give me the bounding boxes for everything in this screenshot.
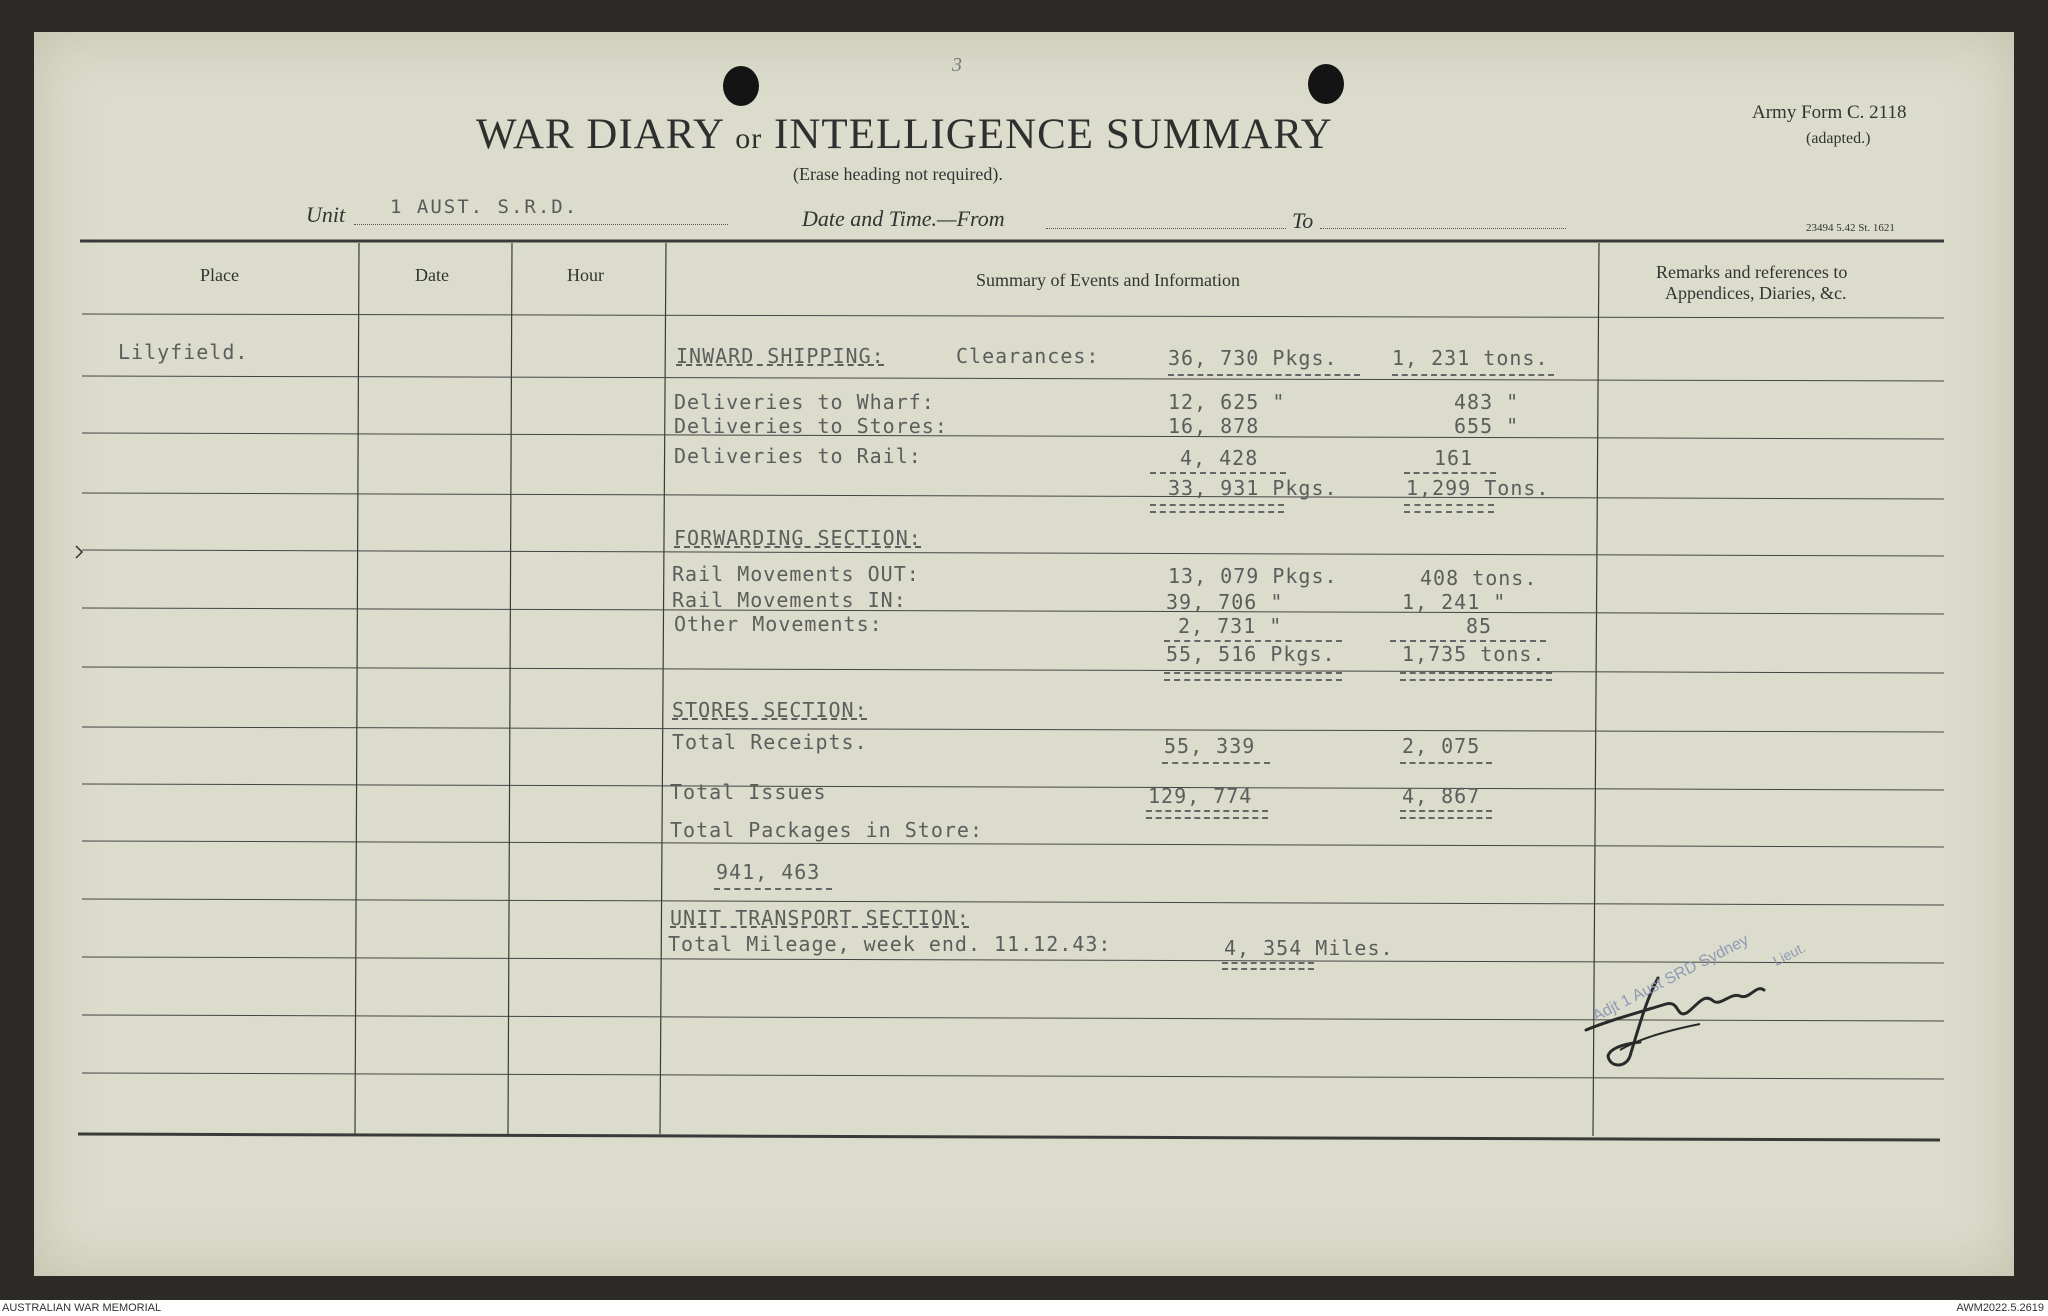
- column-header-hour: Hour: [567, 265, 604, 285]
- deliveries-rail-label: Deliveries to Rail:: [674, 444, 922, 468]
- page-number: 3: [952, 54, 962, 76]
- issues-tons-double-underline: [1400, 810, 1492, 819]
- title-war-diary: WAR DIARY: [476, 111, 724, 158]
- forwarding-section-heading: FORWARDING SECTION:: [674, 526, 922, 550]
- other-movements-label: Other Movements:: [674, 612, 883, 636]
- deliveries-rail-pkgs: 4, 428: [1180, 446, 1259, 470]
- unit-transport-heading: UNIT TRANSPORT SECTION:: [670, 906, 970, 930]
- clearances-label: Clearances:: [956, 344, 1100, 368]
- place-entry: Lilyfield.: [118, 340, 249, 364]
- inward-shipping-heading: INWARD SHIPPING:: [676, 344, 885, 368]
- column-header-date: Date: [415, 265, 449, 285]
- total-receipts-pkgs: 55, 339: [1164, 734, 1256, 758]
- date-time-label: Date and Time.—From: [802, 206, 1005, 231]
- column-header-summary: Summary of Events and Information: [976, 270, 1240, 290]
- inward-total-pkgs-double-underline: [1150, 504, 1284, 513]
- rail-out-pkgs: 13, 079 Pkgs.: [1168, 564, 1338, 588]
- adjutant-stamp: Adjt 1 Aust SRD Sydney: [1590, 931, 1752, 1026]
- mileage-underline-2: [1222, 968, 1314, 970]
- forwarding-total-tons-double-underline: [1400, 672, 1552, 681]
- mileage-underline: [1222, 962, 1314, 964]
- inward-total-tons: 1,299 Tons.: [1406, 476, 1550, 500]
- column-header-remarks-line-1: Remarks and references to: [1656, 262, 1848, 282]
- rail-in-label: Rail Movements IN:: [672, 588, 907, 612]
- title-or: or: [735, 122, 763, 155]
- signature-rank: Lieut.: [1770, 939, 1809, 969]
- clearances-pkgs-underline: [1168, 374, 1360, 376]
- to-label: To: [1292, 208, 1314, 233]
- total-packages-label: Total Packages in Store:: [670, 818, 983, 842]
- forwarding-total-pkgs-double-underline: [1164, 672, 1342, 681]
- total-packages-value: 941, 463: [716, 860, 821, 884]
- unit-value: 1 AUST. S.R.D.: [390, 196, 579, 218]
- form-adapted: (adapted.): [1806, 130, 1871, 147]
- rail-in-tons: 1, 241 ": [1402, 590, 1507, 614]
- receipts-tons-underline: [1400, 762, 1492, 764]
- issues-pkgs-double-underline: [1146, 810, 1268, 819]
- total-mileage-label: Total Mileage, week end. 11.12.43:: [668, 932, 1112, 956]
- column-header-place: Place: [200, 265, 239, 285]
- clearances-tons-underline: [1392, 374, 1554, 376]
- rail-out-label: Rail Movements OUT:: [672, 562, 920, 586]
- inward-total-tons-double-underline: [1404, 504, 1494, 513]
- receipts-pkgs-underline: [1162, 762, 1270, 764]
- stores-section-heading: STORES SECTION:: [672, 698, 868, 722]
- footer-bar: [0, 1300, 2048, 1316]
- other-movements-tons: 85: [1466, 614, 1493, 638]
- total-receipts-label: Total Receipts.: [672, 730, 868, 754]
- deliveries-stores-pkgs: 16, 878: [1168, 414, 1260, 438]
- total-mileage-value: 4, 354 Miles.: [1224, 936, 1394, 960]
- total-receipts-tons: 2, 075: [1402, 734, 1481, 758]
- unit-label: Unit: [306, 202, 346, 227]
- title-intelligence-summary: INTELLIGENCE SUMMARY: [774, 111, 1333, 158]
- footer-accession-number: AWM2022.5.2619: [1956, 1302, 2044, 1314]
- forwarding-total-tons: 1,735 tons.: [1402, 642, 1546, 666]
- inward-total-pkgs: 33, 931 Pkgs.: [1168, 476, 1338, 500]
- total-issues-tons: 4, 867: [1402, 784, 1481, 808]
- clearances-tons: 1, 231 tons.: [1392, 346, 1549, 370]
- rail-pkgs-underline: [1150, 472, 1286, 474]
- deliveries-stores-tons: 655 ": [1454, 414, 1520, 438]
- print-code: 23494 5.42 St. 1621: [1806, 222, 1895, 234]
- deliveries-stores-label: Deliveries to Stores:: [674, 414, 948, 438]
- clearances-pkgs: 36, 730 Pkgs.: [1168, 346, 1338, 370]
- other-movements-pkgs: 2, 731 ": [1178, 614, 1283, 638]
- deliveries-rail-tons: 161: [1434, 446, 1474, 470]
- rail-out-tons: 408 tons.: [1420, 566, 1538, 590]
- rail-tons-underline: [1404, 472, 1496, 474]
- deliveries-wharf-tons: 483 ": [1454, 390, 1520, 414]
- deliveries-wharf-pkgs: 12, 625 ": [1168, 390, 1286, 414]
- form-subtitle: (Erase heading not required).: [793, 164, 1003, 184]
- rail-in-pkgs: 39, 706 ": [1166, 590, 1284, 614]
- total-issues-label: Total Issues: [670, 780, 827, 804]
- forwarding-total-pkgs: 55, 516 Pkgs.: [1166, 642, 1336, 666]
- packages-value-underline: [714, 888, 832, 890]
- column-header-remarks-line-2: Appendices, Diaries, &c.: [1665, 283, 1847, 303]
- handwritten-signature: [1580, 960, 1840, 1080]
- total-issues-pkgs: 129, 774: [1148, 784, 1253, 808]
- deliveries-wharf-label: Deliveries to Wharf:: [674, 390, 935, 414]
- form-number: Army Form C. 2118: [1752, 102, 1907, 123]
- footer-institution: AUSTRALIAN WAR MEMORIAL: [2, 1302, 162, 1314]
